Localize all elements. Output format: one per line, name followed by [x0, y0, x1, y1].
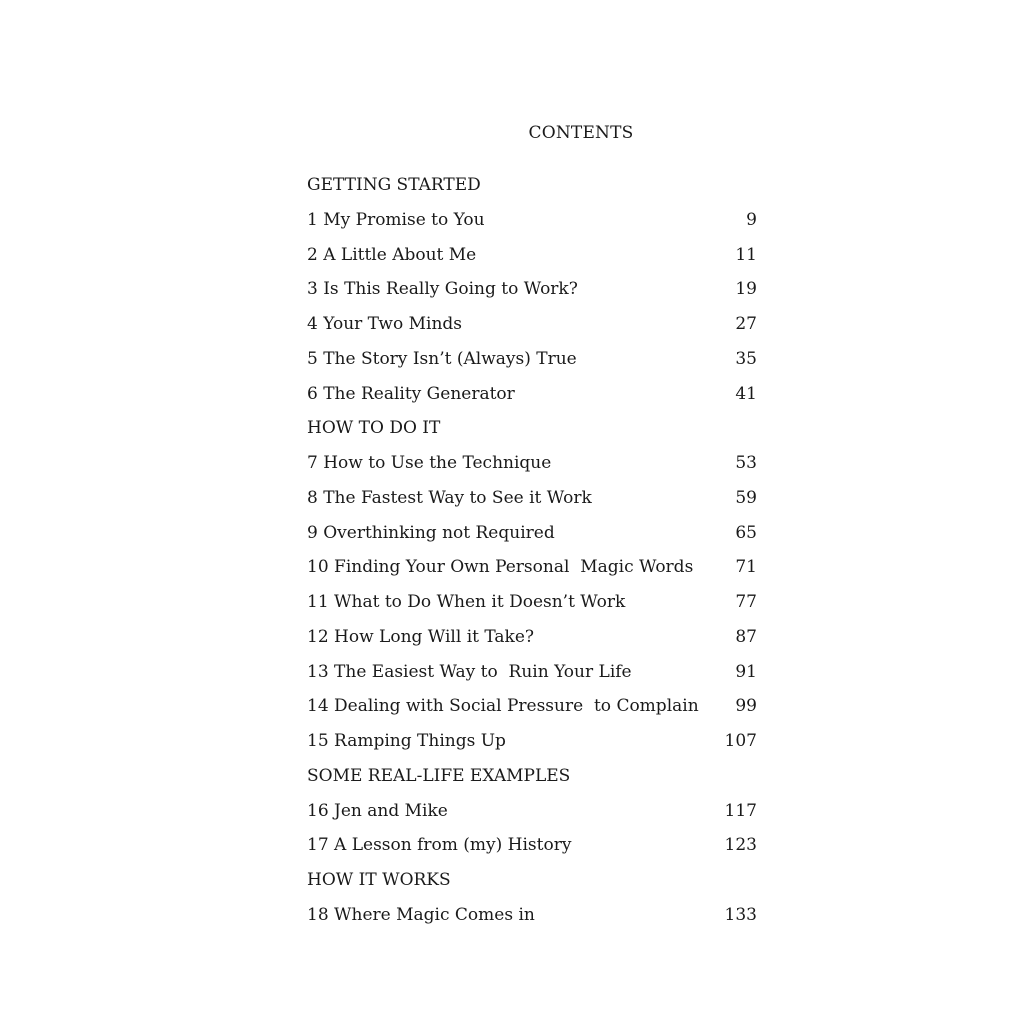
toc-entry-page: 41 [735, 383, 757, 404]
toc-entry[interactable] [307, 348, 757, 383]
toc-entry-label: 8 The Fastest Way to See it Work [307, 487, 592, 508]
toc-entry-label: 17 A Lesson from (my) History [307, 835, 572, 856]
toc-entry-label: 15 Ramping Things Up [307, 731, 506, 751]
toc-entry-label: 14 Dealing with Social Pressure to Complain [307, 696, 699, 717]
toc-entry[interactable] [307, 209, 757, 244]
toc-entry[interactable] [307, 695, 757, 730]
toc-entry-label: 16 Jen and Mike [307, 800, 448, 821]
toc-entry-page: 65 [735, 522, 757, 543]
toc-entry-label: GETTING STARTED [307, 175, 481, 195]
toc-entry-label: 18 Where Magic Comes in [307, 904, 535, 925]
toc-entry[interactable] [307, 522, 757, 557]
toc-entry-label: 7 How to Use the Technique [307, 453, 552, 473]
toc-entry[interactable] [307, 487, 757, 522]
toc-entry-page: 123 [724, 835, 757, 856]
toc-entry[interactable] [307, 591, 757, 626]
toc-entry[interactable] [307, 244, 757, 279]
toc-entry-page: 91 [735, 661, 757, 682]
toc-entry[interactable] [307, 626, 757, 661]
toc-entry-page: 27 [735, 314, 757, 334]
toc-entry-page: 9 [746, 209, 757, 230]
toc-entry[interactable] [307, 452, 757, 487]
toc-entry-label: SOME REAL-LIFE EXAMPLES [307, 765, 571, 786]
toc-entry-label: 4 Your Two Minds [307, 314, 463, 334]
toc-entry[interactable] [307, 383, 757, 418]
toc-entry[interactable] [307, 661, 757, 696]
toc-entry-page: 87 [735, 626, 757, 647]
toc-entry-label: 9 Overthinking not Required [307, 522, 555, 543]
toc-entry-label: 1 My Promise to You [307, 209, 485, 230]
toc-entry-label: 6 The Reality Generator [307, 383, 515, 404]
toc-section-heading [307, 174, 757, 209]
toc-entry[interactable] [307, 278, 757, 313]
toc-section-heading [307, 869, 757, 904]
toc-entry-page: 107 [724, 731, 757, 751]
toc-entry-page: 11 [735, 244, 757, 265]
toc-entry-label: 5 The Story Isn’t (Always) True [307, 348, 577, 369]
toc-entry[interactable] [307, 834, 757, 869]
toc-entry-page: 77 [735, 592, 757, 612]
toc-entry-page: 59 [735, 487, 757, 508]
toc-section-heading [307, 765, 757, 800]
toc-entry-page: 19 [735, 279, 757, 300]
toc-entry-page: 53 [735, 453, 757, 473]
table-of-contents [307, 174, 757, 939]
toc-entry[interactable] [307, 904, 757, 939]
toc-entry-page: 71 [735, 557, 757, 578]
toc-entry-label: HOW TO DO IT [307, 418, 441, 439]
toc-entry-label: 12 How Long Will it Take? [307, 626, 535, 647]
toc-entry-label: HOW IT WORKS [307, 870, 451, 890]
toc-entry[interactable] [307, 313, 757, 348]
contents-title: CONTENTS [528, 123, 634, 143]
toc-entry[interactable] [307, 800, 757, 835]
toc-entry-label: 3 Is This Really Going to Work? [307, 279, 578, 300]
toc-entry-page: 133 [724, 904, 757, 925]
toc-entry-label: 10 Finding Your Own Personal Magic Words [307, 557, 694, 578]
toc-entry-label: 2 A Little About Me [307, 244, 477, 265]
toc-entry[interactable] [307, 730, 757, 765]
toc-section-heading [307, 417, 757, 452]
toc-entry[interactable] [307, 556, 757, 591]
toc-entry-label: 13 The Easiest Way to Ruin Your Life [307, 661, 632, 682]
toc-entry-page: 35 [735, 348, 757, 369]
toc-entry-label: 11 What to Do When it Doesn’t Work [307, 592, 626, 612]
toc-entry-page: 117 [724, 800, 757, 821]
toc-entry-page: 99 [735, 696, 757, 717]
